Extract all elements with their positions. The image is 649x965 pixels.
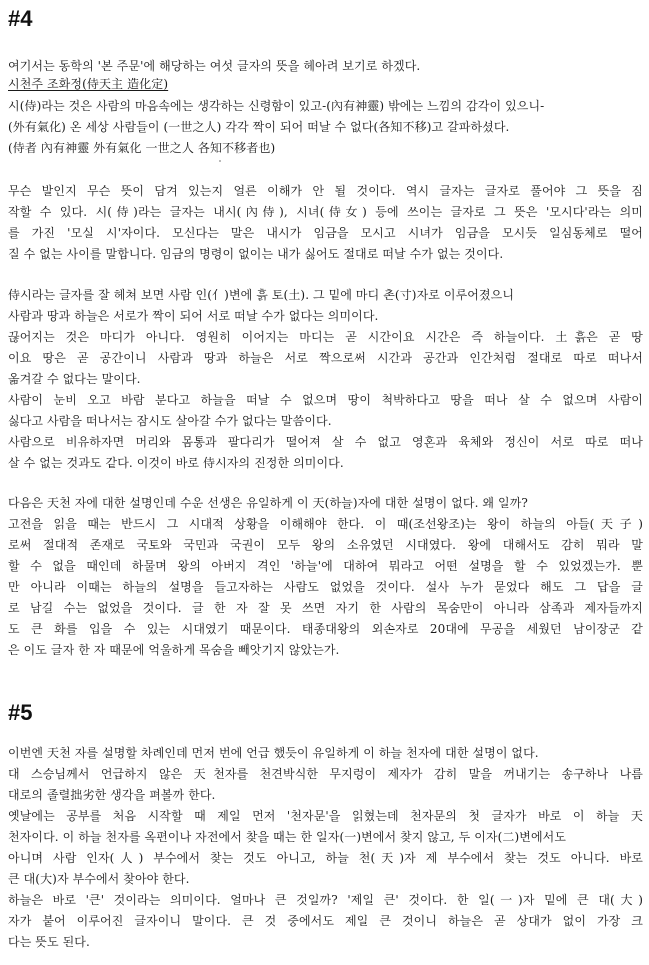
section-5-heading: #5: [8, 700, 33, 725]
paragraph-line: 고전을 읽을 때는 반드시 그 시대적 상황을 이해해야 한다. 이 때(조선왕조)는 왕이 하늘의 아들(天子): [8, 517, 643, 531]
paragraph-line: 만 아니라 이때는 하늘의 설명을 들고자하는 사람도 없었을 것이다. 설사 누가 묻었다 해도 그 답을 글: [8, 580, 643, 594]
paragraph-line: 질 수 없는 사이를 말합니다. 임금의 명령이 없이는 내가 싫어도 절대로 떠날 수가 없는 것이다.: [8, 247, 504, 261]
paragraph-line: 다는 뜻도 된다.: [8, 935, 90, 949]
paragraph-line: 할 수 없을 때인데 하물며 왕의 아버지 격인 '하늘'에 대하여 뭐라고 어떤 설명을 할 수 있었겠는가. 뿐: [8, 559, 643, 573]
stray-dot: [219, 160, 221, 162]
paragraph-line: 옮겨갈 수 없다는 말이다.: [8, 372, 141, 386]
paragraph-line: 무슨 발인지 무슨 뜻이 담겨 있는지 얼른 이해가 안 될 것이다. 역시 글자는 글자로 풀어야 그 뜻을 짐: [8, 184, 643, 198]
paragraph-line: 사람과 땅과 하늘은 서로가 짝이 되어 서로 떠날 수가 없다는 의미이다.: [8, 309, 379, 323]
paragraph-line: 이번엔 天천 자를 설명할 차례인데 먼저 번에 언급 했듯이 유일하게 이 하늘 천자에 대한 설명이 없다.: [8, 746, 539, 760]
paragraph-line: 은 이도 글자 한 자 때문에 억울하게 목숨을 빼앗기지 않았는가.: [8, 643, 340, 657]
paragraph-line: 하늘은 바로 '큰' 것이라는 의미이다. 얼마나 큰 것일까? '제일 큰' 것이다. 한 일(一)자 밑에 큰 대(大): [8, 893, 643, 907]
paragraph-line: 대로의 졸렬拙劣한 생각을 펴볼까 한다.: [8, 788, 216, 802]
paragraph-line: 사람이 눈비 오고 바람 분다고 하늘을 떠날 수 없으며 땅이 척박하다고 땅을 떠나 살 수 없으며 사람이: [8, 393, 643, 407]
paragraph-line: 살 수 없는 것과도 같다. 이것이 바로 侍시자의 진정한 의미이다.: [8, 456, 344, 470]
paragraph-line: 도 큰 화를 입을 수 있는 시대였기 때문이다. 태종대왕의 외손자로 20대에 무공을 세웠던 남이장군 같: [8, 622, 643, 636]
paragraph-line: 옛날에는 공부를 처음 시작할 때 제일 먼저 '천자문'을 읽혔는데 천자문의 첫 글자가 바로 이 하늘 天: [8, 809, 643, 823]
paragraph-line: 아니며 사람 인자(人) 부수에서 찾는 것도 아니고, 하늘 천(天)자 제 부수에서 찾는 것도 아니다. 바로: [8, 851, 643, 865]
paragraph-line: 侍시라는 글자를 잘 헤쳐 보면 사람 인(亻)변에 흙 토(土). 그 밑에 마디 촌(寸)자로 이루어졌으니: [8, 288, 515, 302]
paragraph-line: 로써 절대적 존재로 국토와 국민과 국권이 모두 왕의 소유였던 시대였다. 왕에 대해서도 감히 뭐라 말: [8, 538, 643, 552]
paragraph-line: 싫다고 사람을 떠나서는 잠시도 살아갈 수가 없다는 말씀이다.: [8, 414, 332, 428]
paragraph-line: 끊어지는 것은 마디가 아니다. 영원히 이어지는 마디는 곧 시간이요 시간은 즉 하늘이다. 土흙은 곧 땅: [8, 330, 643, 344]
definition-line: 시(侍)라는 것은 사람의 마음속에는 생각하는 신령함이 있고-(內有神靈) 밖에는 느낌의 감각이 있으니-: [8, 99, 545, 113]
paragraph-line: 다음은 天천 자에 대한 설명인데 수운 선생은 유일하게 이 天(하늘)자에 대한 설명이 없다. 왜 일까?: [8, 496, 528, 510]
section-4-subtitle: 시천주 조화정(侍天主 造化定): [8, 77, 169, 91]
definition-line: (外有氣化) 온 세상 사람들이 (一世之人) 각각 짝이 되어 떠날 수 없다(各知不移)고 갈파하셨다.: [8, 120, 510, 134]
paragraph-line: 작할 수 있다. 시(侍)라는 글자는 내시(內侍), 시녀(侍女) 등에 쓰이는 글자로 그 뜻은 '모시다'라는 의미: [8, 205, 643, 219]
paragraph-line: 로 남길 수는 없었을 것이다. 글 한 자 잘 못 쓰면 자기 한 사람의 목숨만이 아니라 삼족과 제자들까지: [8, 601, 643, 615]
paragraph-line: 를 가진 '모실 시'자이다. 모신다는 말은 내시가 임금을 모시고 시녀가 임금을 모시듯 일심동체로 떨어: [8, 226, 643, 240]
section-4-intro: 여기서는 동학의 '본 주문'에 해당하는 여섯 글자의 뜻을 헤아려 보기로 하겠다.: [8, 59, 421, 73]
paragraph-line: 자가 붙어 이루어진 글자이니 말이다. 큰 것 중에서도 제일 큰 것이니 하늘은 곧 상대가 없이 가장 크: [8, 914, 643, 928]
paragraph-line: 이요 땅은 곧 공간이니 사람과 땅과 하늘은 서로 짝으로써 시간과 공간과 인간처럼 절대로 따로 떠나서: [8, 351, 643, 365]
paragraph-line: 큰 대(大)자 부수에서 찾아야 한다.: [8, 872, 190, 886]
paragraph-line: 대 스승님께서 언급하지 않은 天천자를 천견박식한 무지렁이 제자가 감히 말을 꺼내기는 송구하나 나름: [8, 767, 643, 781]
paragraph-line: 천자이다. 이 하늘 천자를 옥편이나 자전에서 찾을 때는 한 일자(一)변에서 찾지 않고, 두 이자(二)변에서도: [8, 830, 567, 844]
paragraph-line: 사람으로 비유하자면 머리와 몸통과 팔다리가 떨어져 살 수 없고 영혼과 육체와 정신이 서로 따로 떠나: [8, 435, 643, 449]
section-4-heading: #4: [8, 6, 33, 31]
definition-line: (侍者 內有神靈 外有氣化 一世之人 各知不移者也): [8, 141, 276, 155]
